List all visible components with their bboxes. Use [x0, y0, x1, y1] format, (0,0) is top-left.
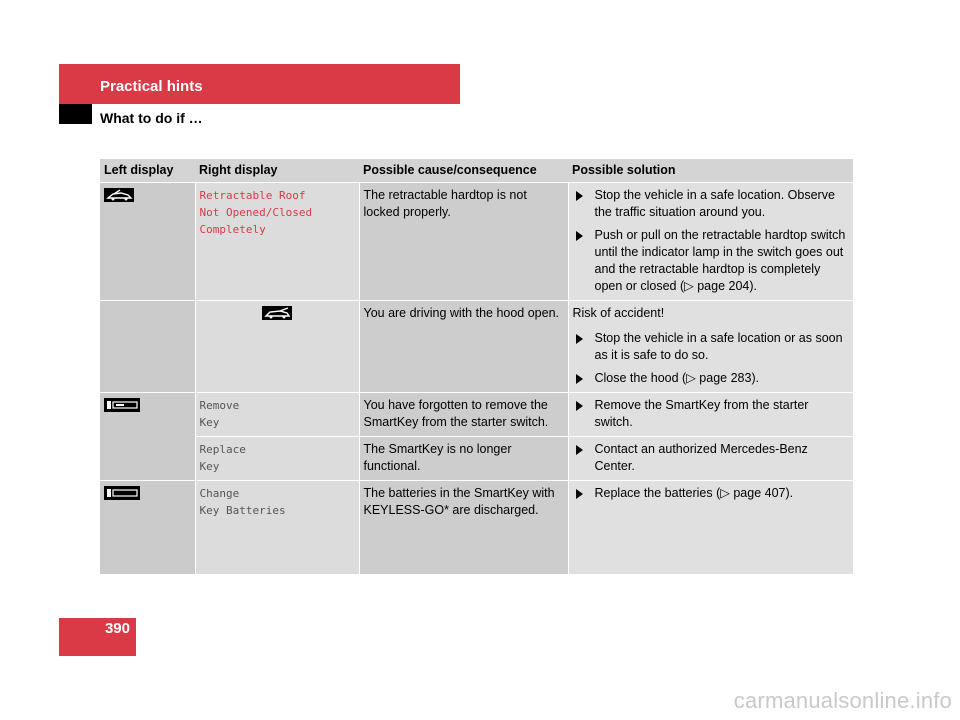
- solution-text: Contact an authorized Mercedes-Benz Center.: [594, 442, 808, 473]
- left-display-cell: [100, 481, 195, 575]
- cause-cell: [359, 301, 568, 393]
- convertible-roof-icon: [104, 188, 134, 207]
- bullet-arrow-icon: [576, 445, 583, 455]
- cause-text: The retractable hardtop is not locked properly.: [363, 188, 527, 219]
- column-header: Right display: [195, 159, 359, 183]
- solution-text: Close the hood (▷ page 283).: [594, 371, 760, 385]
- solution-cell: [568, 301, 853, 393]
- smartkey-icon: [104, 398, 140, 417]
- right-display-cell: [195, 437, 359, 481]
- display-message: Remove Key: [199, 399, 240, 429]
- solution-step: [573, 370, 850, 387]
- left-display-cell: [100, 393, 195, 481]
- display-message: Replace Key: [199, 443, 246, 473]
- solution-cell: [568, 183, 853, 301]
- cause-cell: [359, 437, 568, 481]
- right-display-cell: [195, 301, 359, 393]
- cause-cell: [359, 183, 568, 301]
- watermark-text: carmanualsonline.info: [733, 688, 952, 713]
- solution-step: [573, 397, 850, 431]
- bullet-arrow-icon: [576, 401, 583, 411]
- warning-text: Risk of accident!: [572, 306, 665, 320]
- page-number-box: [59, 618, 136, 656]
- page-number: 390: [104, 620, 130, 637]
- table-row: [100, 437, 853, 481]
- bullet-arrow-icon: [576, 231, 583, 241]
- solution-cell: [568, 481, 853, 575]
- solution-step: [573, 485, 850, 502]
- bullet-arrow-icon: [576, 489, 583, 499]
- table-header-row: [100, 159, 853, 183]
- solution-text: Push or pull on the retractable hardtop switch until the indicator lamp in the switch goes out and the retractable hardtop is completely open or closed (▷ page 204).: [594, 228, 846, 293]
- table-row: [100, 481, 853, 575]
- display-messages-table: [100, 159, 853, 575]
- column-header: Possible cause/consequence: [359, 159, 568, 183]
- section-title: Practical hints: [100, 78, 203, 95]
- right-display-cell: [195, 183, 359, 301]
- smartkey-battery-icon: [104, 486, 140, 505]
- column-header: Left display: [100, 159, 195, 183]
- bullet-arrow-icon: [576, 334, 583, 344]
- section-tab-marker: [59, 104, 92, 124]
- right-display-cell: [195, 393, 359, 437]
- display-message: Change Key Batteries: [199, 487, 286, 517]
- solution-cell: [568, 437, 853, 481]
- solution-step: [573, 441, 850, 475]
- table-row: [100, 393, 853, 437]
- solution-cell: [568, 393, 853, 437]
- right-display-cell: [195, 481, 359, 575]
- cause-cell: [359, 393, 568, 437]
- hood-open-icon: [262, 306, 292, 325]
- bullet-arrow-icon: [576, 374, 583, 384]
- solution-text: Stop the vehicle in a safe location or as soon as it is safe to do so.: [594, 331, 843, 362]
- cause-text: You are driving with the hood open.: [363, 306, 560, 320]
- column-header: Possible solution: [568, 159, 853, 183]
- left-display-cell: [100, 301, 195, 393]
- cause-text: The SmartKey is no longer functional.: [363, 442, 512, 473]
- bullet-arrow-icon: [576, 191, 583, 201]
- solution-step: [573, 227, 850, 295]
- cause-text: The batteries in the SmartKey with KEYLESS-GO* are discharged.: [363, 486, 555, 517]
- cause-text: You have forgotten to remove the SmartKey from the starter switch.: [363, 398, 549, 429]
- subsection-title: What to do if …: [100, 110, 203, 126]
- solution-step: [573, 330, 850, 364]
- table-row: [100, 183, 853, 301]
- solution-step: [573, 187, 850, 221]
- section-header-bar: [59, 64, 460, 104]
- display-message: Retractable Roof Not Opened/Closed Completely: [199, 189, 313, 236]
- solution-text: Remove the SmartKey from the starter switch.: [594, 398, 809, 429]
- solution-text: Replace the batteries (▷ page 407).: [594, 486, 794, 500]
- table-row: [100, 301, 853, 393]
- cause-cell: [359, 481, 568, 575]
- solution-text: Stop the vehicle in a safe location. Observe the traffic situation around you.: [594, 188, 835, 219]
- left-display-cell: [100, 183, 195, 301]
